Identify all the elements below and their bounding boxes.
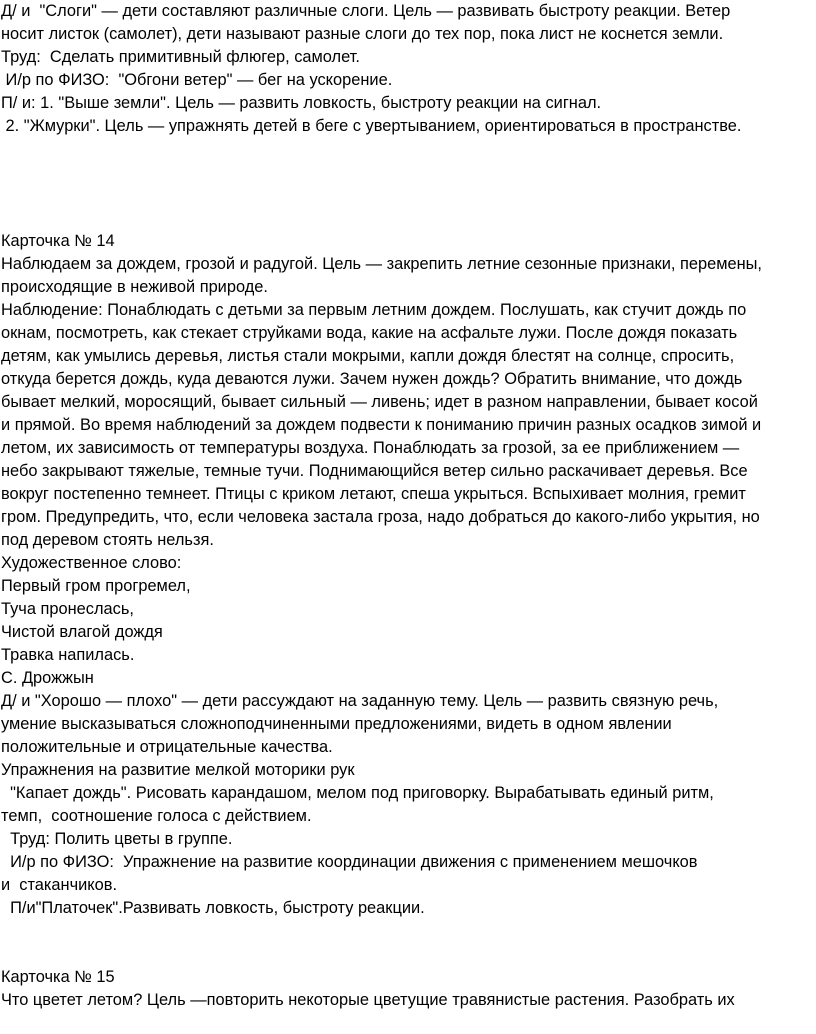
text-line: и стаканчиков.: [1, 876, 118, 894]
text-line: Наблюдаем за дождем, грозой и радугой. Цель — закрепить летние сезонные признаки, перемены,: [1, 255, 762, 273]
poem-line: Туча пронеслась,: [1, 600, 134, 618]
text-line: под деревом стоять нельзя.: [1, 531, 214, 549]
text-line: Д/ и "Слоги" — дети составляют различные слоги. Цель — развивать быстроту реакции. Ветер: [1, 2, 731, 20]
text-line: И/р по ФИЗО: "Обгони ветер" — бег на ускорение.: [1, 71, 393, 89]
card-title: Карточка № 14: [1, 232, 115, 250]
poem-line: Чистой влагой дождя: [1, 623, 163, 641]
text-line: вокруг постепенно темнеет. Птицы с криком летают, спеша укрыться. Вспыхивает молния, гремит: [1, 485, 746, 503]
text-line: детям, как умылись деревья, листья стали мокрыми, капли дождя блестят на солнце, спросить,: [1, 347, 735, 365]
text-line: небо закрывают тяжелые, темные тучи. Поднимающийся ветер сильно раскачивает деревья. Все: [1, 462, 748, 480]
text-line: окнам, посмотреть, как стекает струйками вода, какие на асфальте лужи. После дождя показать: [1, 324, 738, 342]
text-line: и прямой. Во время наблюдений за дождем подвести к пониманию причин разных осадков зимой и: [1, 416, 762, 434]
card-title: Карточка № 15: [1, 968, 115, 986]
text-line: летом, их зависимость от температуры воздуха. Понаблюдать за грозой, за ее приближением —: [1, 439, 740, 457]
text-line: положительные и отрицательные качества.: [1, 738, 333, 756]
text-line: носит листок (самолет), дети называют разные слоги до тех пор, пока лист не коснется земли.: [1, 25, 724, 43]
text-line: П/ и: 1. "Выше земли". Цель — развить ловкость, быстроту реакции на сигнал.: [1, 94, 602, 112]
poem-author: С. Дрожжын: [1, 669, 94, 687]
text-line: Труд: Сделать примитивный флюгер, самолет.: [1, 48, 360, 66]
text-line: П/и"Платочек".Развивать ловкость, быстроту реакции.: [1, 899, 425, 917]
text-line: Наблюдение: Понаблюдать с детьми за первым летним дождем. Послушать, как стучит дождь по: [1, 301, 747, 319]
text-line: 2. "Жмурки". Цель — упражнять детей в беге с увертыванием, ориентироваться в пространстве.: [1, 117, 742, 135]
poem-line: Травка напилась.: [1, 646, 135, 664]
text-line: И/р по ФИЗО: Упражнение на развитие координации движения с применением мешочков: [1, 853, 698, 871]
text-line: Труд: Полить цветы в группе.: [1, 830, 233, 848]
text-line: откуда берется дождь, куда деваются лужи. Зачем нужен дождь? Обратить внимание, что дождь: [1, 370, 743, 388]
text-line: Что цветет летом? Цель —повторить некоторые цветущие травянистые растения. Разобрать их: [1, 991, 735, 1009]
section-heading: Упражнения на развитие мелкой моторики рук: [1, 761, 355, 779]
text-line: темп, соотношение голоса с действием.: [1, 807, 312, 825]
poem-line: Первый гром прогремел,: [1, 577, 191, 595]
text-line: гром. Предупредить, что, если человека застала гроза, надо добраться до какого-либо укрытия, но: [1, 508, 760, 526]
section-heading: Художественное слово:: [1, 554, 182, 572]
text-line: умение высказываться сложноподчиненными предложениями, видеть в одном явлении: [1, 715, 672, 733]
text-line: Д/ и "Хорошо — плохо" — дети рассуждают на заданную тему. Цель — развить связную речь,: [1, 692, 719, 710]
text-line: бывает мелкий, моросящий, бывает сильный — ливень; идет в разном направлении, бывает косой: [1, 393, 758, 411]
text-line: "Капает дождь". Рисовать карандашом, мелом под приговорку. Вырабатывать единый ритм,: [1, 784, 714, 802]
text-line: происходящие в неживой природе.: [1, 278, 268, 296]
